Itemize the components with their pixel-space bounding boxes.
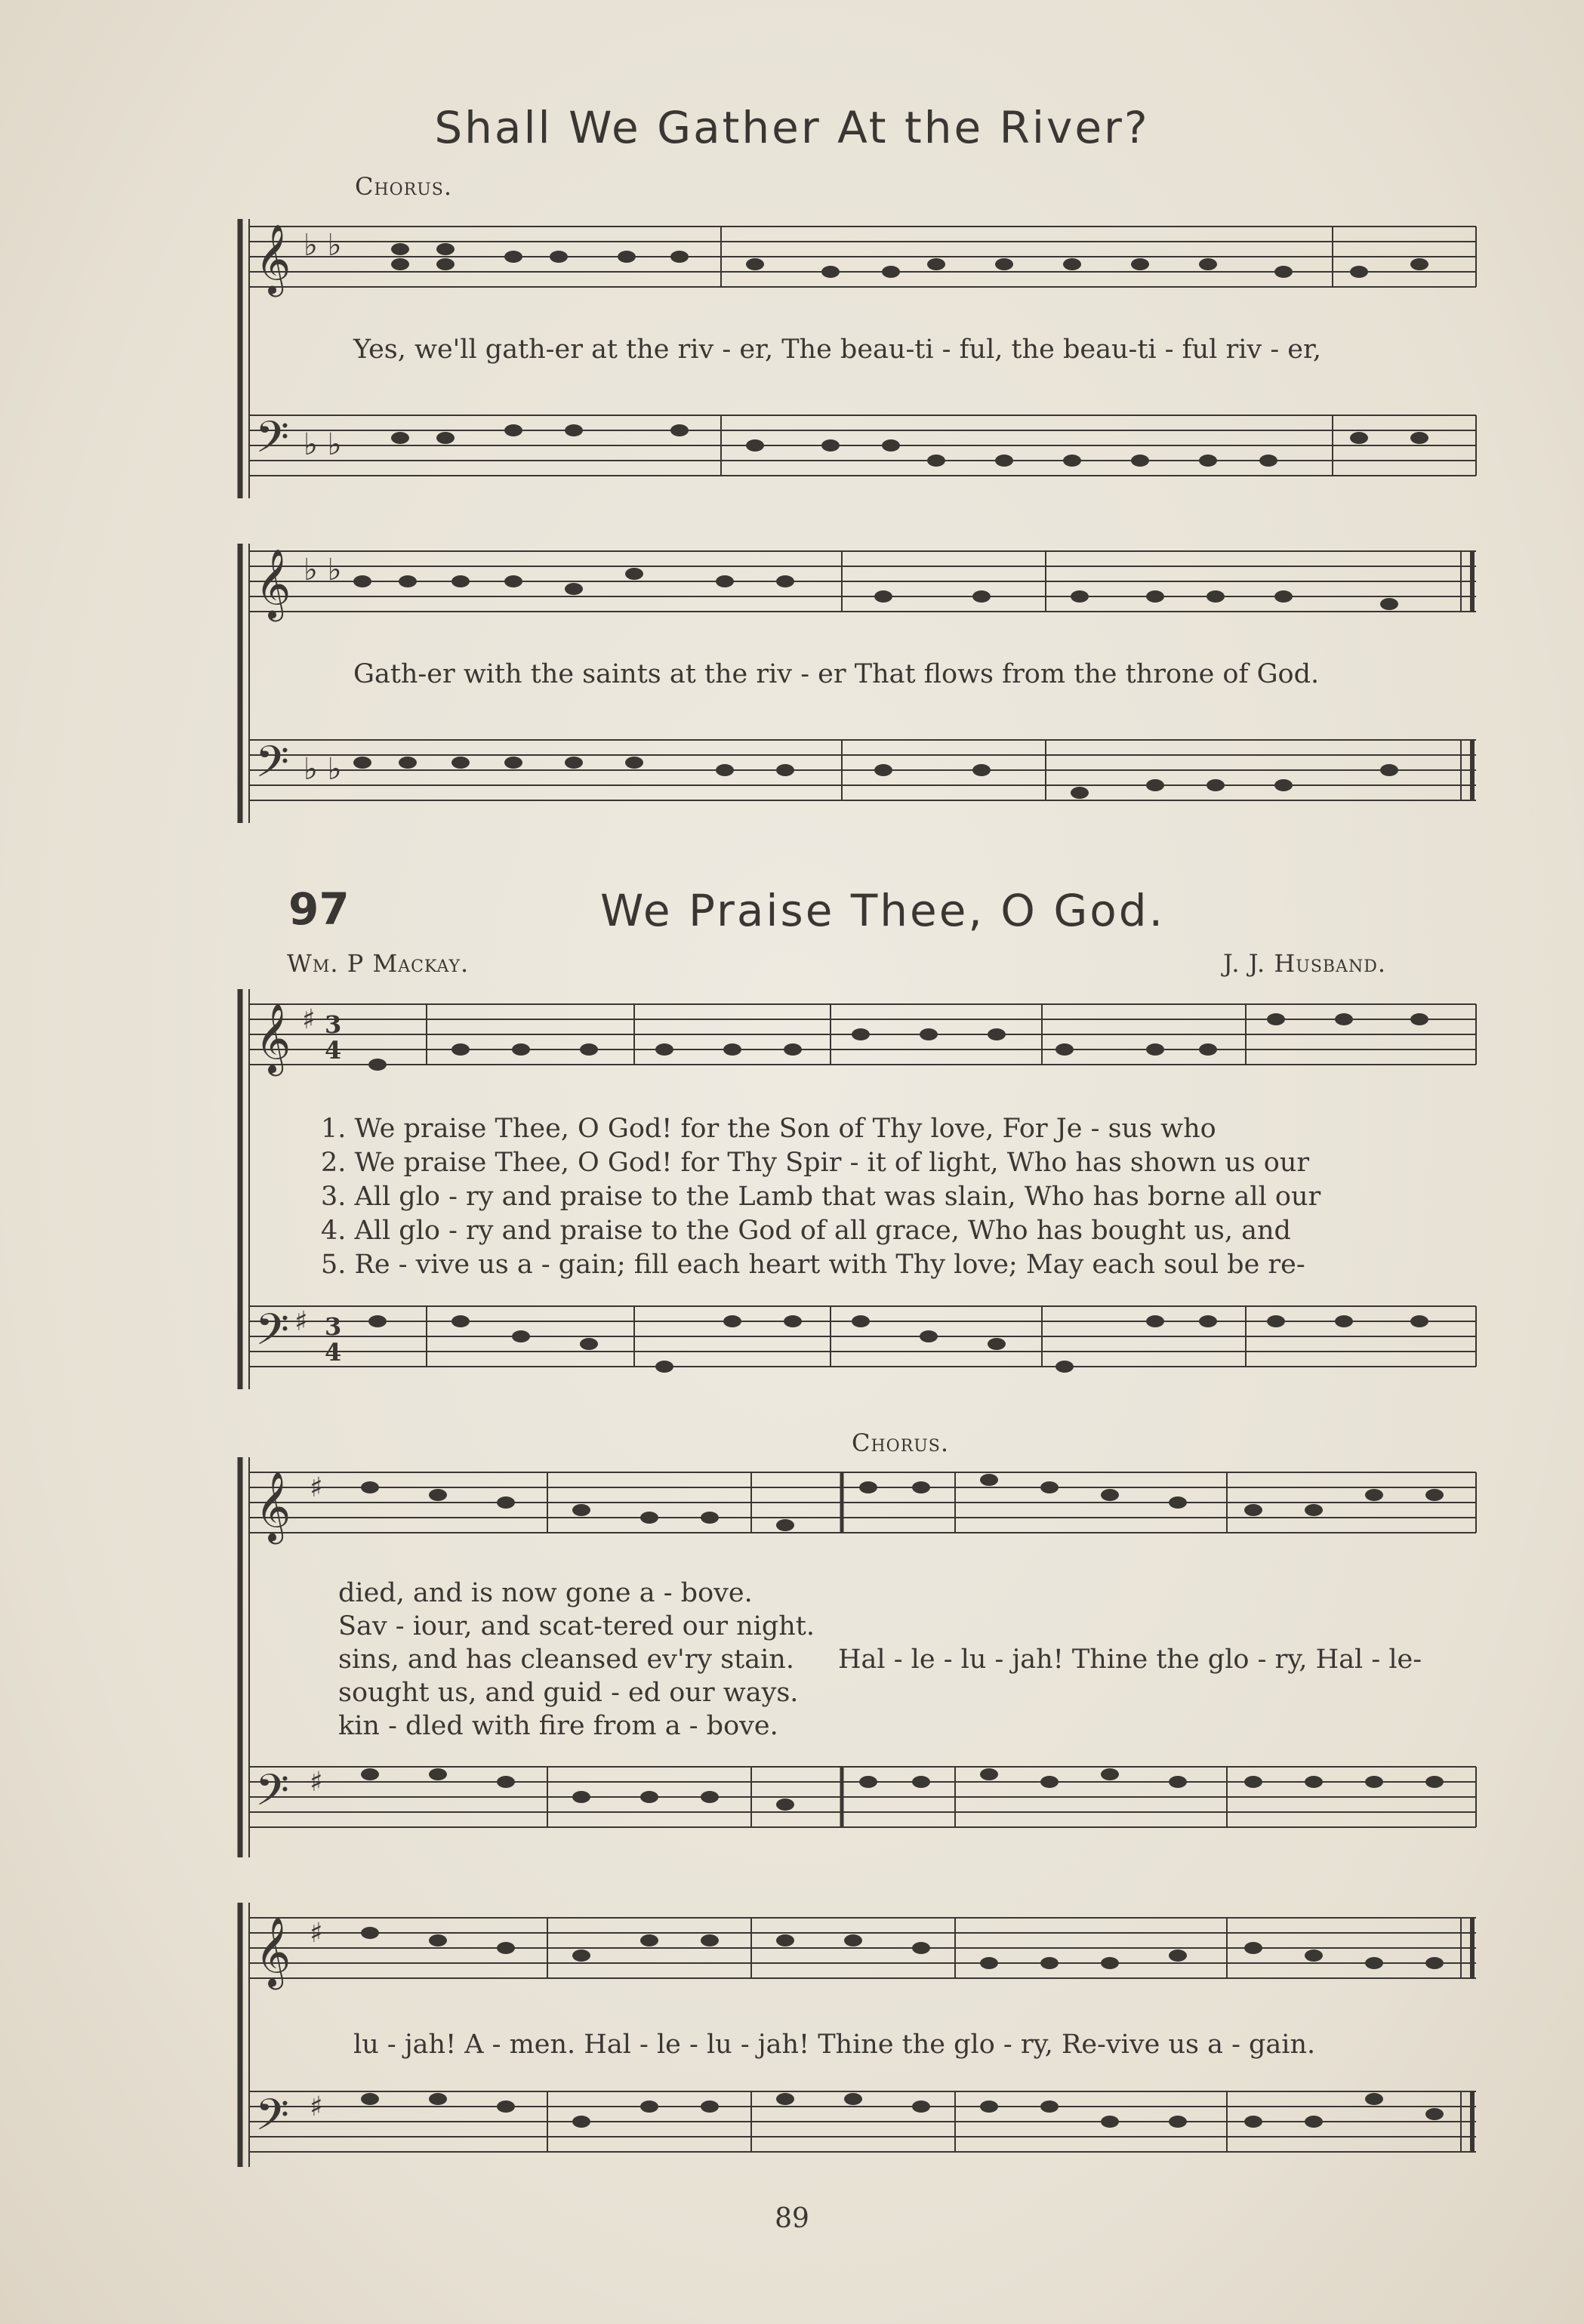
verse-line: 2. We praise Thee, O God! for Thy Spir - it of light, Who has shown us our xyxy=(321,1148,1310,1178)
svg-text:𝄢: 𝄢 xyxy=(255,2089,290,2151)
svg-text:♯: ♯ xyxy=(310,1767,323,1798)
svg-text:♯: ♯ xyxy=(294,1306,308,1337)
chorus-label: Chorus. xyxy=(355,172,453,201)
author-credit: Wm. P Mackay. xyxy=(287,949,470,978)
svg-text:♭ ♭: ♭ ♭ xyxy=(304,427,342,462)
svg-text:𝄞: 𝄞 xyxy=(255,223,291,294)
verse-line: 4. All glo - ry and praise to the God of all grace, Who has bought us, and xyxy=(321,1216,1291,1246)
svg-text:𝄞: 𝄞 xyxy=(255,548,291,618)
verse-ending: died, and is now gone a - bove. xyxy=(338,1578,753,1608)
verse-ending: sought us, and guid - ed our ways. xyxy=(338,1678,799,1708)
page-number: 89 xyxy=(775,2203,809,2234)
music-system-1 xyxy=(0,219,1584,513)
svg-text:𝄢: 𝄢 xyxy=(255,736,290,798)
verse-line: 5. Re - vive us a - gain; fill each heart with Thy love; May each soul be re- xyxy=(321,1250,1305,1280)
svg-text:♭ ♭: ♭ ♭ xyxy=(304,752,342,787)
svg-text:3: 3 xyxy=(325,1312,342,1341)
svg-text:𝄢: 𝄢 xyxy=(255,1765,290,1826)
svg-text:3: 3 xyxy=(325,1010,342,1039)
verse-ending: sins, and has cleansed ev'ry stain. xyxy=(338,1644,794,1675)
svg-text:𝄢: 𝄢 xyxy=(255,411,290,473)
svg-text:♭ ♭: ♭ ♭ xyxy=(304,228,342,263)
svg-text:♯: ♯ xyxy=(310,1472,323,1503)
verse-ending: kin - dled with fire from a - bove. xyxy=(338,1711,778,1741)
svg-text:4: 4 xyxy=(325,1338,342,1367)
svg-text:♯: ♯ xyxy=(302,1004,316,1035)
hymn-title: Shall We Gather At the River? xyxy=(434,102,1150,153)
svg-text:𝄞: 𝄞 xyxy=(255,1003,291,1073)
lyric-line: Yes, we'll gath-er at the riv - er, The beau-ti - ful, the beau-ti - ful riv - er, xyxy=(353,334,1321,365)
svg-text:♯: ♯ xyxy=(310,1918,323,1949)
svg-text:𝄢: 𝄢 xyxy=(255,1304,290,1366)
verse-line: 3. All glo - ry and praise to the Lamb that was slain, Who has borne all our xyxy=(321,1182,1321,1212)
svg-text:4: 4 xyxy=(325,1036,342,1065)
lyric-line: Gath-er with the saints at the riv - er That flows from the throne of God. xyxy=(353,659,1320,689)
verse-line: 1. We praise Thee, O God! for the Son of Thy love, For Je - sus who xyxy=(321,1114,1216,1144)
music-system-3 xyxy=(0,989,1584,1435)
svg-text:𝄞: 𝄞 xyxy=(255,1916,291,1986)
hymn-title: We Praise Thee, O God. xyxy=(599,885,1166,936)
chorus-label: Chorus. xyxy=(852,1429,950,1457)
hymn-number: 97 xyxy=(288,883,350,935)
verse-ending: Sav - iour, and scat-tered our night. xyxy=(338,1611,815,1641)
chorus-lyric: Hal - le - lu - jah! Thine the glo - ry, Hal - le- xyxy=(838,1644,1422,1675)
chorus-lyric: lu - jah! A - men. Hal - le - lu - jah! Thine the glo - ry, Re-vive us a - gain. xyxy=(353,2030,1316,2060)
svg-text:𝄞: 𝄞 xyxy=(255,1471,291,1541)
svg-text:♭ ♭: ♭ ♭ xyxy=(304,553,342,587)
svg-text:♯: ♯ xyxy=(310,2091,323,2122)
composer-credit: J. J. Husband. xyxy=(1223,949,1387,978)
